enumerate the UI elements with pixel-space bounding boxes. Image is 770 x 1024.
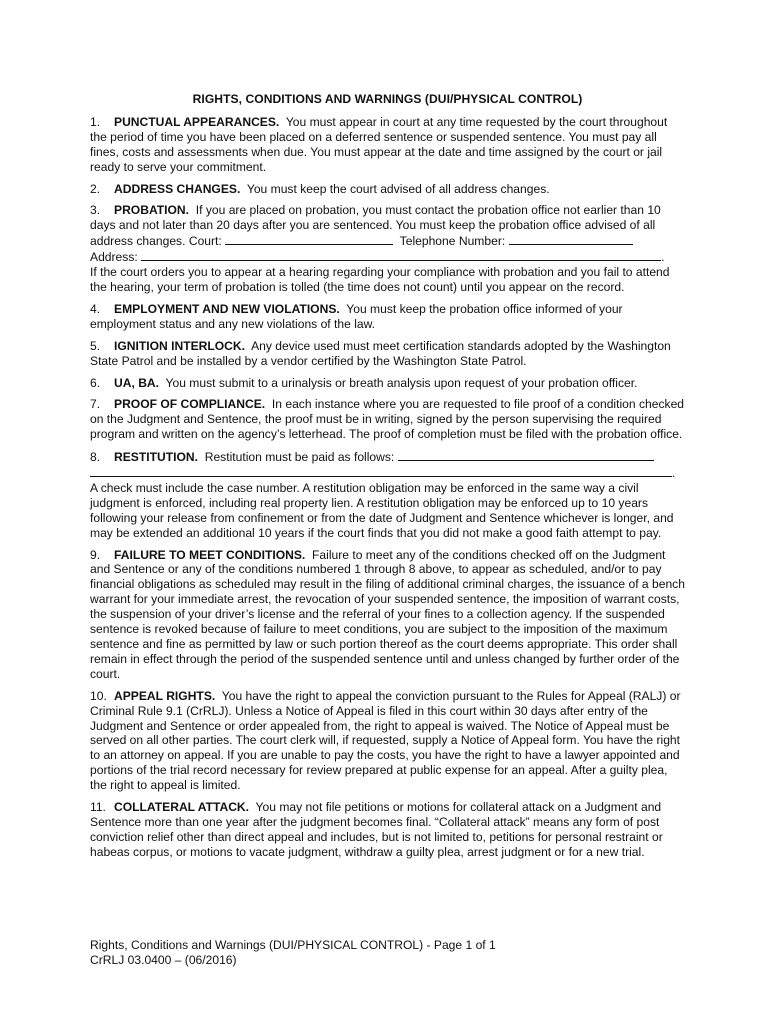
item-text-continued: A check must include the case number. A restitution obligation may be enforced in the same way a civil judgment is enforced, including real property lien. A restitution obligation may be enforced up to 10 years following your release from confinement or from the date of Judgment and Sentence whichever is longer, and may be extended an additional 10 years if the court finds that you did not make a good faith attempt to pay. [90, 480, 674, 540]
item-text: Any device used must meet certification standards adopted by the Washington State Patrol and be installed by a vendor certified by the Washington State Patrol. [90, 338, 671, 368]
item-failure-to-meet-conditions [90, 548, 685, 682]
item-text: You must keep the court advised of all address changes. [246, 181, 550, 196]
item-number: 1. [90, 114, 101, 129]
item-heading: EMPLOYMENT AND NEW VIOLATIONS. [114, 301, 340, 316]
item-text: In each instance where you are requested to file proof of a condition checked on the Judgment and Sentence, the proof must be in writing, signed by the person supervising the required program and written on the agency’s letterhead. The proof of completion must be filed with the probation office. [90, 397, 685, 442]
restitution-field[interactable] [398, 449, 654, 461]
item-employment [90, 302, 685, 332]
item-appeal-rights [90, 689, 685, 793]
document-title: RIGHTS, CONDITIONS AND WARNINGS (DUI/PHYSICAL CONTROL) [192, 92, 583, 106]
item-number: 11. [90, 800, 106, 815]
restitution-field-line-2[interactable] [90, 465, 672, 477]
court-label: Court: [188, 234, 222, 249]
item-number: 2. [90, 181, 101, 196]
address-field[interactable] [141, 249, 661, 261]
item-heading: FAILURE TO MEET CONDITIONS. [114, 547, 306, 562]
item-text: You must submit to a urinalysis or breath analysis upon request of your probation officer. [165, 375, 638, 390]
restitution-line-end: . [672, 466, 676, 481]
item-proof-of-compliance [90, 397, 685, 442]
item-heading: ADDRESS CHANGES. [114, 181, 241, 196]
item-heading: PUNCTUAL APPEARANCES. [114, 114, 280, 129]
court-field[interactable] [225, 233, 393, 245]
item-heading: IGNITION INTERLOCK. [114, 338, 246, 353]
item-ignition-interlock [90, 339, 685, 369]
item-text: Failure to meet any of the conditions checked off on the Judgment and Sentence or any of the conditions numbered 1 through 8 above, to appear as scheduled, and/or to pay financial obligations as scheduled may result in the filing of additional criminal charges, the issuance of a bench warrant for your immediate arrest, the revocation of your suspended sentence, the imposition of warrant costs, the suspension of your driver’s license and the referral of your fines to a collection agency. If the suspended sentence is revoked because of failure to meet conditions, you are subject to the imposition of the maximum sentence and fine as permitted by law or such portion thereof as the court deems appropriate. This order shall remain in effect through the period of the suspended sentence until and unless changed by further order of the court. [90, 547, 685, 681]
item-number: 3. [90, 203, 101, 218]
item-text: You must keep the probation office informed of your employment status and any new violations of the law. [90, 301, 623, 331]
item-number: 7. [90, 397, 101, 412]
footer-form-number: CrRLJ 03.0400 – (06/2016) [90, 953, 237, 967]
item-text: If you are placed on probation, you must contact the probation office not earlier than 10 days and not later than 20 days after you are sentenced. You must keep the probation office advised of all address changes. [90, 203, 661, 249]
item-number: 5. [90, 338, 101, 353]
item-number: 9. [90, 547, 101, 562]
document-body [90, 92, 685, 867]
item-ua-ba [90, 376, 685, 391]
item-text: You must appear in court at any time requested by the court throughout the period of time you have been placed on a deferred sentence or suspended sentence. You must pay all fines, costs and assessments when due. You must appear at the date and time assigned by the court or jail ready to serve your commitment. [90, 114, 668, 174]
item-text: Restitution must be paid as follows: [204, 450, 395, 465]
item-number: 4. [90, 301, 101, 316]
item-probation [90, 203, 685, 294]
item-collateral-attack [90, 800, 685, 860]
item-restitution [90, 449, 685, 540]
telephone-field[interactable] [509, 233, 633, 245]
address-label: Address: [90, 250, 138, 265]
item-heading: PROOF OF COMPLIANCE. [114, 397, 266, 412]
item-number: 10. [90, 688, 107, 703]
telephone-label: Telephone Number: [399, 234, 506, 249]
item-heading: RESTITUTION. [114, 450, 198, 465]
item-text-continued: If the court orders you to appear at a hearing regarding your compliance with probation and you fail to attend the hearing, your term of probation is tolled (the time does not count) until you appear on the record. [90, 265, 670, 294]
item-heading: PROBATION. [114, 203, 190, 218]
footer-title: Rights, Conditions and Warnings (DUI/PHYSICAL CONTROL) - Page 1 of 1 [90, 938, 496, 952]
item-number: 8. [90, 450, 101, 465]
page-footer [90, 938, 496, 968]
item-text: You may not file petitions or motions for collateral attack on a Judgment and Sentence more than one year after the judgment becomes final. “Collateral attack” means any form of post conviction relief other than direct appeal and includes, but is not limited to, petitions for personal restraint or habeas corpus, or motions to vacate judgment, withdraw a guilty plea, arrest judgment or for a new trial. [90, 800, 663, 859]
item-number: 6. [90, 375, 101, 390]
item-punctual-appearances [90, 115, 685, 175]
item-text: You have the right to appeal the conviction pursuant to the Rules for Appeal (RALJ) or Criminal Rule 9.1 (CrRLJ). Unless a Notice of Appeal is filed in this court within 30 days after entry of the Judgment and Sentence or order appealed from, the right to appeal is waived. The Notice of Appeal must be served on all other parties. The court clerk will, if requested, supply a Notice of Appeal form. You have the right to an attorney on appeal. If you are unable to pay the costs, you have the right to have a lawyer appointed and portions of the trial record necessary for review prepared at public expense for an appeal. After a guilty plea, the right to appeal is limited. [90, 688, 681, 793]
item-address-changes [90, 182, 685, 197]
address-end: . [661, 250, 665, 265]
item-heading: COLLATERAL ATTACK. [114, 800, 250, 815]
item-heading: APPEAL RIGHTS. [114, 688, 216, 703]
item-heading: UA, BA. [114, 375, 160, 390]
